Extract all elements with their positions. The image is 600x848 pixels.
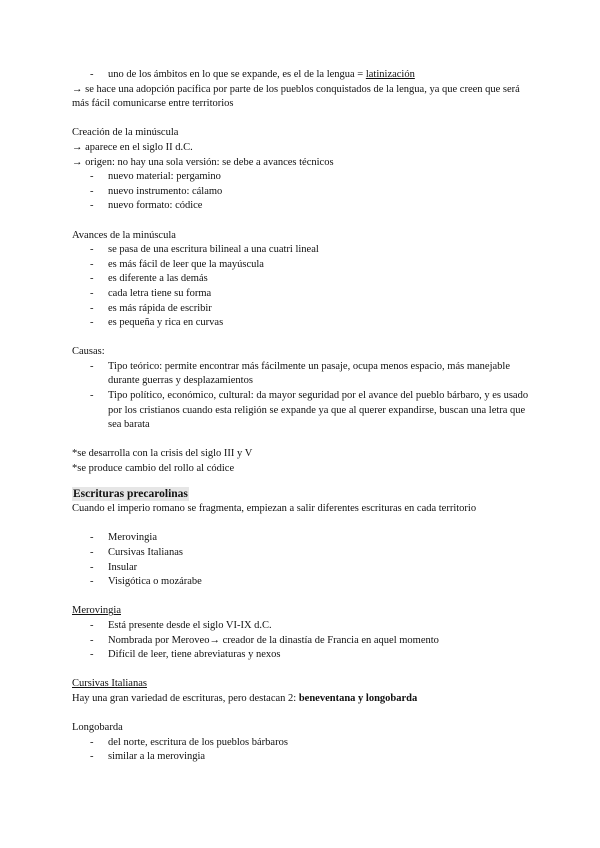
list-item	[72, 68, 532, 83]
section-heading-precarolinas: Escrituras precarolinas	[73, 487, 188, 500]
note: *se produce cambio del rollo al códice	[72, 463, 235, 475]
list-item: - Cursivas Italianas	[90, 547, 183, 558]
list-item: - se pasa de una escritura bilineal a una cuatri lineal	[90, 244, 319, 256]
list-item: - Tipo teórico: permite encontrar más fácilmente un pasaje, ocupa menos espacio, más manejable durante guerras y desplazamientos	[90, 360, 510, 387]
arrow-line: → origen: no hay una sola versión: se debe a avances técnicos	[72, 156, 334, 168]
bold-term: beneventana y longobarda	[298, 692, 418, 704]
subsection-title-merovingia: Merovingia	[72, 605, 121, 617]
list-item: - es diferente a las demás	[90, 273, 208, 285]
list-item: - nuevo formato: códice	[90, 200, 203, 212]
section-title-causas: Causas:	[72, 346, 105, 358]
list-item: - es más fácil de leer que la mayúscula	[90, 258, 264, 270]
paragraph: Hay una gran variedad de escrituras, pero destacan 2: beneventana y longobarda	[72, 692, 418, 704]
section-title-avances: Avances de la minúscula	[72, 229, 176, 241]
latinizacion-term: latinización	[365, 69, 415, 80]
list-item: - Nombrada por Meroveo→ creador de la dinastía de Francia en aquel momento	[90, 634, 439, 646]
note: *se desarrolla con la crisis del siglo III y V	[72, 448, 253, 460]
list-item: - nuevo instrumento: cálamo	[90, 185, 223, 197]
list-item: - es pequeña y rica en curvas	[90, 317, 224, 329]
list-item: - Está presente desde el siglo VI-IX d.C.	[90, 619, 272, 631]
list-item: - Merovingia	[90, 532, 157, 544]
list-item: - Insular	[90, 561, 138, 573]
bullet-dash: -	[90, 69, 94, 80]
list-item: - del norte, escritura de los pueblos bárbaros	[90, 736, 288, 748]
paragraph: → se hace una adopción pacífica por parte de los pueblos conquistados de la lengua, ya que creen que será más fácil comunicarse entre territorios	[72, 83, 520, 110]
subsection-title-longobarda: Longobarda	[72, 722, 123, 734]
subsection-title-cursivas: Cursivas Italianas	[72, 678, 147, 690]
list-item-text: uno de los ámbitos en lo que se expande, es el de la lengua =	[108, 69, 366, 80]
list-item: - Difícil de leer, tiene abreviaturas y nexos	[90, 649, 281, 661]
list-item: - cada letra tiene su forma	[90, 287, 212, 299]
list-item: - Tipo político, económico, cultural: da mayor seguridad por el avance del pueblo bárbaro, y es usado por los cristianos cuando esta religión se expande ya que al querer expandirse, buscan una letra que sea barata	[90, 390, 529, 431]
list-item: - Visigótica o mozárabe	[90, 576, 202, 588]
paragraph: Cuando el imperio romano se fragmenta, empiezan a salir diferentes escrituras en cada territorio	[72, 503, 477, 515]
section-title-creacion: Creación de la minúscula	[72, 127, 179, 139]
list-item: - es más rápida de escribir	[90, 302, 212, 314]
arrow-line: → aparece en el siglo II d.C.	[72, 141, 193, 153]
list-item: - similar a la merovingia	[90, 751, 206, 763]
document-page	[72, 68, 532, 765]
list-item: - nuevo material: pergamino	[90, 171, 221, 183]
